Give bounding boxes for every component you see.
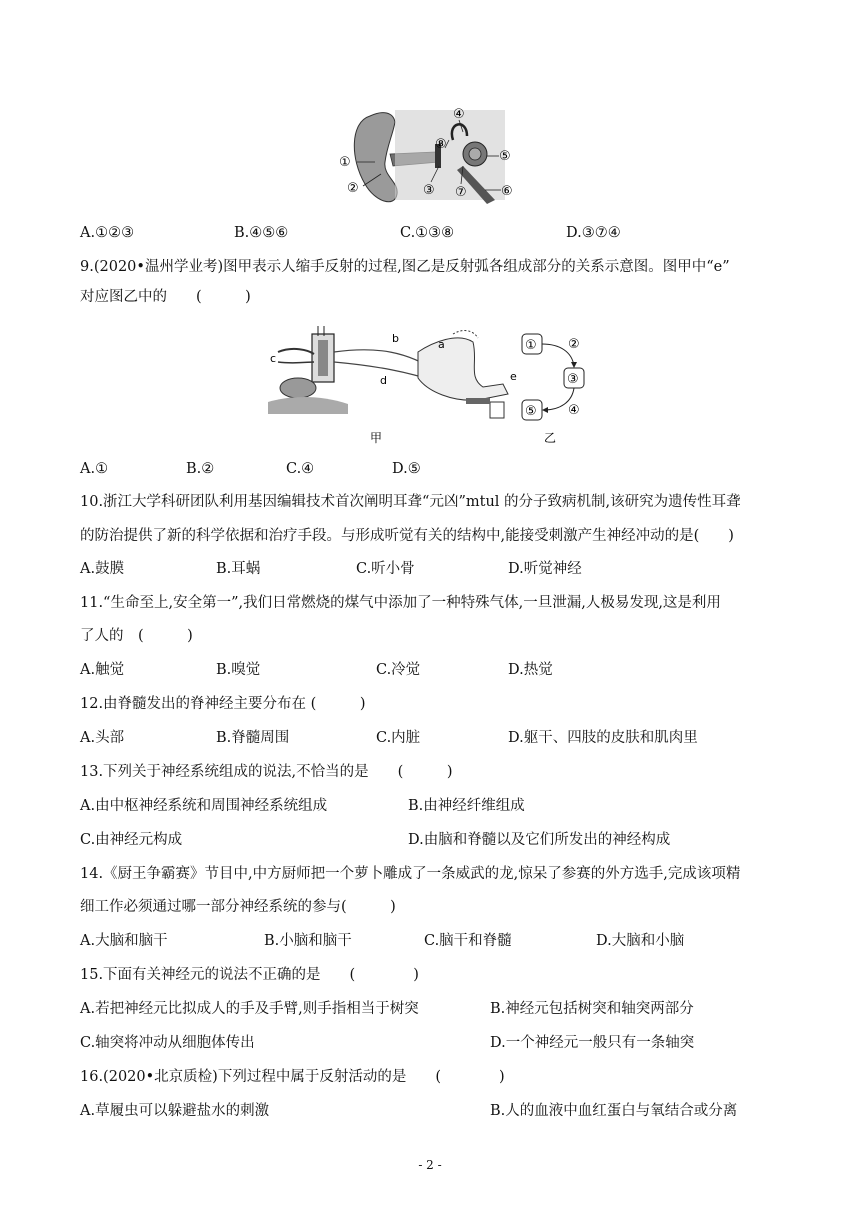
ear-label: ② [347,181,359,196]
ear-label: ⑦ [455,185,467,200]
option: B.小脑和脑干 [264,933,352,949]
node-label: ② [568,337,580,352]
node-label: ⑤ [525,404,537,419]
skull-block [395,110,505,200]
reflex-figure-jia [268,322,530,448]
ear-figure [335,104,525,212]
option: C.冷觉 [376,662,421,678]
question-line: 10.浙江大学科研团队利用基因编辑技术首次阐明耳聋“元凶”mtul 的分子致病机制,该研究为遗传性耳聋 [80,494,741,510]
question-line: 的防治提供了新的科学依据和治疗手段。与形成听觉有关的结构中,能接受刺激产生神经冲动的是( ) [80,528,734,544]
option: B.神经元包括树突和轴突两部分 [490,1001,694,1017]
option: B.嗅觉 [216,662,261,678]
ear-label: ⑤ [499,149,511,164]
figure-letter: e [510,370,517,383]
figure-letter: a [438,338,445,351]
question-line: 12.由脊髓发出的脊神经主要分布在 ( ) [80,696,366,712]
option: C.脑干和脊髓 [424,933,512,949]
option: C.①③⑧ [400,225,455,241]
option: D.③⑦④ [566,225,621,241]
figure-caption: 乙 [544,431,557,445]
question-line: 了人的 ( ) [80,628,193,644]
figure-letter: c [270,352,277,365]
option: C.内脏 [376,730,421,746]
option: D.⑤ [392,461,421,477]
option: B.脊髓周围 [216,730,290,746]
question-line: 16.(2020•北京质检)下列过程中属于反射活动的是 ( ) [80,1069,505,1085]
figure-letter: b [392,332,399,345]
ear-label: ① [339,155,351,170]
option: A.草履虫可以躲避盐水的刺激 [80,1103,270,1119]
option: B.人的血液中血红蛋白与氧结合或分离 [490,1103,738,1119]
option: B.耳蜗 [216,561,261,577]
option: C.由神经元构成 [80,832,183,848]
option: A.①②③ [80,225,135,241]
question-line: 9.(2020•温州学业考)图甲表示人缩手反射的过程,图乙是反射弧各组成部分的关系示意图。图甲中“e” [80,259,730,275]
option: C.④ [286,461,315,477]
ear-label: ③ [423,183,435,198]
question-line: 细工作必须通过哪一部分神经系统的参与( ) [80,899,396,915]
arm-shape [418,338,508,400]
node-label: ④ [568,403,580,418]
node-label: ③ [567,372,579,387]
option: C.轴突将冲动从细胞体传出 [80,1035,255,1051]
option: B.由神经纤维组成 [408,798,525,814]
option: D.由脑和脊髓以及它们所发出的神经构成 [408,832,671,848]
node-label: ① [525,338,537,353]
option: A.由中枢神经系统和周围神经系统组成 [80,798,328,814]
option: A.若把神经元比拟成人的手及手臂,则手指相当于树突 [80,1001,419,1017]
question-line: 13.下列关于神经系统组成的说法,不恰当的是 ( ) [80,764,453,780]
question-line: 14.《厨王争霸赛》节目中,中方厨师把一个萝卜雕成了一条威武的龙,惊呆了参赛的外方选手,完成该项精 [80,866,741,882]
option: D.听觉神经 [508,561,582,577]
option: B.② [186,461,215,477]
option: D.一个神经元一般只有一条轴突 [490,1035,695,1051]
ear-label: ⑧ [435,137,447,152]
cochlea-inner [469,148,481,160]
option: A.① [80,461,109,477]
question-line: 11.“生命至上,安全第一”,我们日常燃烧的煤气中添加了一种特殊气体,一旦泄漏,人极易发现,这是利用 [80,595,721,611]
option: D.大脑和小脑 [596,933,685,949]
option: D.热觉 [508,662,553,678]
question-line: 对应图乙中的 ( ) [80,289,251,305]
option: D.躯干、四肢的皮肤和肌肉里 [508,730,698,746]
reflex-figure-yi [520,330,620,446]
ear-label: ⑥ [501,184,513,199]
page-number: - 2 - [418,1158,442,1172]
option: B.④⑤⑥ [234,225,289,241]
option: A.鼓膜 [80,561,125,577]
option: A.大脑和脑干 [80,933,168,949]
option: A.头部 [80,730,125,746]
option: C.听小骨 [356,561,415,577]
ganglion-shape [280,378,316,398]
figure-letter: d [380,374,387,387]
figure-caption: 甲 [370,431,383,445]
question-line: 15.下面有关神经元的说法不正确的是 ( ) [80,967,419,983]
option: A.触觉 [80,662,125,678]
ear-label: ④ [453,107,465,122]
